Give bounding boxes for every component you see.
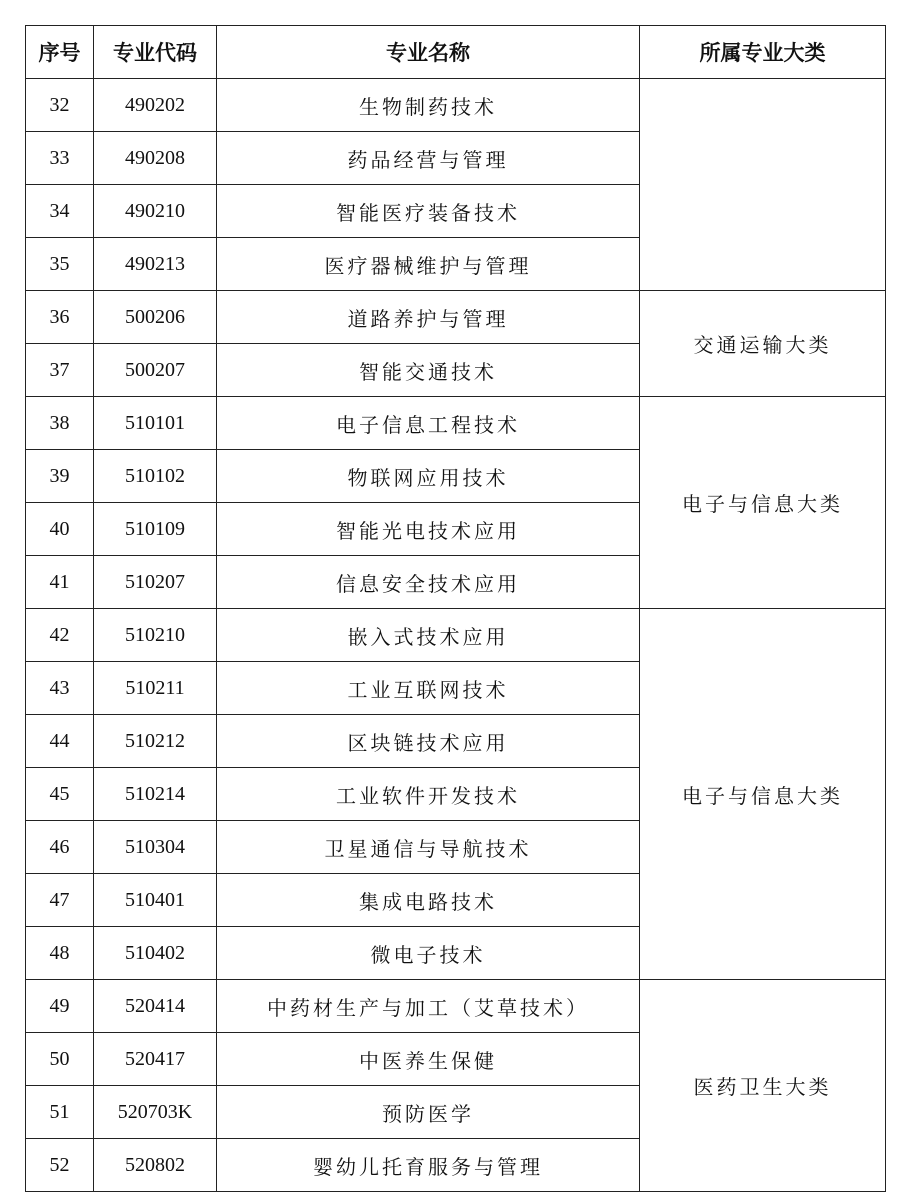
row-code: 490202 [94,79,217,132]
row-index: 35 [26,238,94,291]
row-name: 工业软件开发技术 [217,768,640,821]
row-name: 集成电路技术 [217,874,640,927]
row-code: 490210 [94,185,217,238]
row-name: 嵌入式技术应用 [217,609,640,662]
row-code: 510211 [94,662,217,715]
row-index: 36 [26,291,94,344]
row-index: 47 [26,874,94,927]
header-category: 所属专业大类 [640,26,886,79]
row-name: 智能医疗装备技术 [217,185,640,238]
row-code: 510101 [94,397,217,450]
table-row [26,609,886,662]
row-code: 520417 [94,1033,217,1086]
row-name: 生物制药技术 [217,79,640,132]
row-index: 44 [26,715,94,768]
row-index: 50 [26,1033,94,1086]
row-index: 49 [26,980,94,1033]
row-index: 51 [26,1086,94,1139]
row-index: 33 [26,132,94,185]
header-row [26,26,886,79]
row-code: 510214 [94,768,217,821]
row-name: 区块链技术应用 [217,715,640,768]
row-code: 510210 [94,609,217,662]
table-row [26,79,886,132]
row-name: 卫星通信与导航技术 [217,821,640,874]
row-name: 预防医学 [217,1086,640,1139]
row-index: 39 [26,450,94,503]
row-index: 40 [26,503,94,556]
header-code: 专业代码 [94,26,217,79]
row-name: 智能交通技术 [217,344,640,397]
row-name: 物联网应用技术 [217,450,640,503]
row-code: 520802 [94,1139,217,1192]
row-code: 510304 [94,821,217,874]
row-code: 510402 [94,927,217,980]
row-name: 智能光电技术应用 [217,503,640,556]
category-cell: 电子与信息大类 [640,397,886,609]
row-index: 37 [26,344,94,397]
table-row [26,980,886,1033]
row-code: 510207 [94,556,217,609]
row-index: 43 [26,662,94,715]
row-code: 520414 [94,980,217,1033]
row-index: 52 [26,1139,94,1192]
row-code: 490213 [94,238,217,291]
row-name: 中医养生保健 [217,1033,640,1086]
row-code: 490208 [94,132,217,185]
row-name: 微电子技术 [217,927,640,980]
row-code: 500207 [94,344,217,397]
row-name: 信息安全技术应用 [217,556,640,609]
row-code: 510212 [94,715,217,768]
row-name: 道路养护与管理 [217,291,640,344]
row-index: 34 [26,185,94,238]
row-index: 45 [26,768,94,821]
category-cell: 电子与信息大类 [640,609,886,980]
category-cell: 医药卫生大类 [640,980,886,1192]
row-name: 婴幼儿托育服务与管理 [217,1139,640,1192]
row-name: 药品经营与管理 [217,132,640,185]
row-name: 电子信息工程技术 [217,397,640,450]
row-name: 中药材生产与加工（艾草技术） [217,980,640,1033]
row-name: 医疗器械维护与管理 [217,238,640,291]
row-code: 520703K [94,1086,217,1139]
row-code: 510109 [94,503,217,556]
row-index: 42 [26,609,94,662]
header-index: 序号 [26,26,94,79]
header-name: 专业名称 [217,26,640,79]
table-row [26,291,886,344]
table-row [26,397,886,450]
row-code: 500206 [94,291,217,344]
row-code: 510102 [94,450,217,503]
row-index: 46 [26,821,94,874]
row-index: 41 [26,556,94,609]
row-name: 工业互联网技术 [217,662,640,715]
row-index: 32 [26,79,94,132]
row-index: 38 [26,397,94,450]
majors-table [25,25,886,1192]
category-cell: 交通运输大类 [640,291,886,397]
row-code: 510401 [94,874,217,927]
row-index: 48 [26,927,94,980]
category-cell [640,79,886,291]
